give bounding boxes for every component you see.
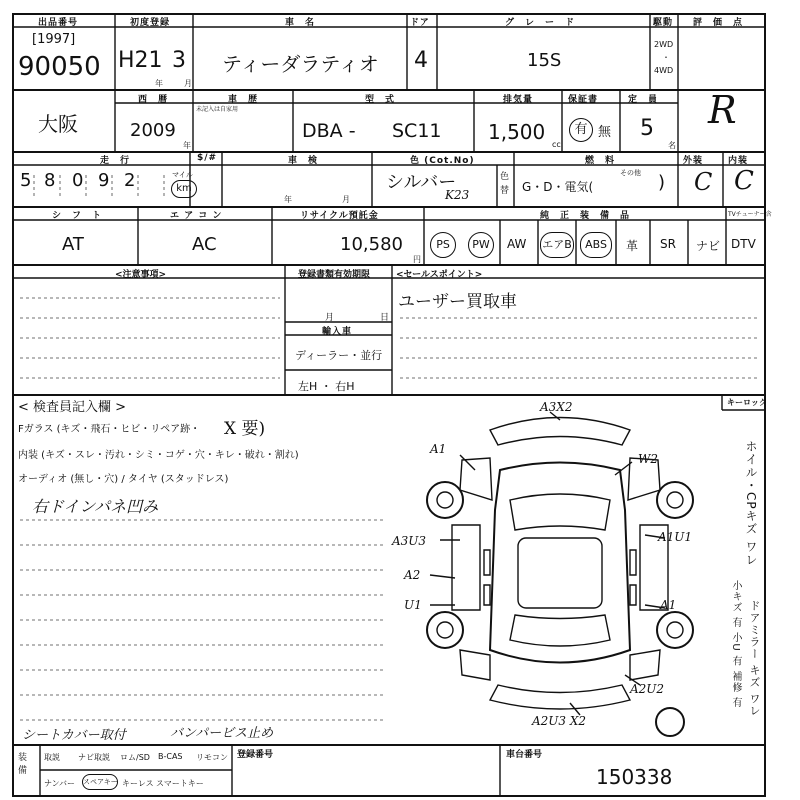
exterior-grade: C — [694, 168, 713, 196]
fuel-close: ) — [658, 172, 666, 193]
regdoc-day: 日 — [380, 313, 390, 323]
spec-label: 装備 — [18, 753, 28, 776]
shift-label: シ フ ト — [52, 211, 103, 221]
side-text-scratches: 小キズ 有 小U 有 補修 有 — [730, 580, 741, 709]
capacity-label: 定 員 — [628, 95, 659, 105]
model-code: SC11 — [392, 120, 442, 142]
km-unit: km — [171, 180, 197, 198]
reg-number-label: 登録番号 — [237, 750, 274, 760]
interior-label: 内装 — [728, 156, 749, 166]
first-registration-month: 3 — [172, 48, 186, 73]
yen-unit: 円 — [413, 255, 421, 264]
lot-number: 90050 — [18, 52, 101, 82]
dollar-label: $/# — [197, 153, 218, 163]
drive-2wd: 2WD — [654, 40, 674, 49]
capacity-unit: 名 — [668, 141, 676, 150]
score-label: 評 価 点 — [693, 18, 744, 28]
equipment-dtv: DTV — [731, 237, 756, 251]
car-diagram — [400, 400, 760, 740]
interior-condition-line: 内装 (キズ・スレ・汚れ・シミ・コゲ・穴・キレ・破れ・割れ) — [18, 450, 299, 461]
keylock-label: キーロック — [727, 398, 767, 407]
mark-left-2: A2 — [404, 568, 421, 582]
footer-smart-key: スマートキー — [156, 779, 204, 788]
audio-tire-line: オーディオ (無し・穴) / タイヤ (スタッドレス) — [18, 474, 229, 485]
month-unit: 月 — [184, 79, 192, 88]
equipment-leather: 革 — [626, 239, 639, 253]
equipment-label: 純 正 装 備 品 — [540, 211, 631, 221]
mark-front-right: W2 — [638, 452, 658, 466]
footer-rom-sd: ロム/SD — [120, 753, 150, 762]
mark-rear-right: A2U2 — [630, 682, 665, 696]
footer-bcas: B-CAS — [158, 752, 183, 761]
mark-top: A3X2 — [540, 400, 573, 414]
mileage-digit: 2 — [124, 170, 136, 191]
color-label: 色 (Cot.No) — [410, 156, 475, 166]
exterior-label: 外装 — [683, 156, 704, 166]
mileage-label: 走 行 — [100, 156, 131, 166]
model-prefix: DBA - — [302, 120, 356, 142]
mile-label: マイル — [172, 171, 193, 179]
drive-dot: ・ — [662, 53, 670, 62]
regdoc-label: 登録書類有効期限 — [298, 270, 371, 280]
ac-label: エ ア コ ン — [170, 211, 223, 221]
side-text-wheel: ホイル・CPキズ ワレ — [744, 440, 758, 567]
drive-label: 駆動 — [653, 18, 674, 28]
footer-navi-manual: ナビ取説 — [78, 753, 110, 762]
displacement-value: 1,500 — [488, 120, 546, 144]
equipment-aw: AW — [507, 237, 527, 251]
car-name-label: 車 名 — [285, 18, 316, 28]
regdoc-month: 月 — [325, 313, 335, 323]
equipment-navi: ナビ — [696, 239, 721, 253]
inspection-year-unit: 年 — [284, 195, 292, 204]
mark-left-3: U1 — [404, 598, 422, 612]
history-note: 未記入は自家用 — [196, 106, 239, 113]
seireki-value: 2009 — [130, 120, 176, 141]
caution-label: <注意事項> — [115, 270, 167, 280]
side-text-mirror: ドアミラー キズ ワレ — [748, 600, 761, 717]
seireki-label: 西 暦 — [138, 95, 169, 105]
mark-right-2: A1 — [660, 598, 677, 612]
cc-unit: cc — [552, 140, 561, 149]
drive-4wd: 4WD — [654, 66, 674, 75]
import-type: ディーラー・並行 — [295, 349, 383, 362]
region: 大阪 — [38, 112, 78, 136]
seireki-year-unit: 年 — [183, 141, 191, 150]
first-registration-label: 初度登録 — [130, 18, 171, 28]
mileage-digit: 5 — [20, 170, 32, 191]
fuel-label: 燃 料 — [585, 156, 616, 166]
bottom-note-seatcover: シートカバー取付 — [22, 728, 126, 743]
footer-keyless: キーレス — [122, 779, 154, 788]
sales-point-label: <セールスポイント> — [396, 270, 483, 280]
inspector-title: < 検査員記入欄 > — [18, 400, 127, 415]
mark-front-left: A1 — [430, 442, 447, 456]
footer-number-plate: ナンバー — [44, 779, 76, 788]
history-label: 車 歴 — [228, 95, 259, 105]
lot-number-label: 出品番号 — [38, 18, 79, 28]
equipment-pw: PW — [468, 232, 494, 258]
color-value: シルバー — [386, 172, 457, 193]
mileage-digit: 8 — [44, 170, 56, 191]
mark-rear: A2U3 X2 — [532, 714, 587, 728]
mileage-digit: 0 — [72, 170, 84, 191]
interior-grade: C — [734, 166, 754, 196]
equipment-sunroof: SR — [660, 237, 676, 251]
model-label: 型 式 — [365, 95, 396, 105]
fuel-options: G・D・電気( — [522, 180, 594, 194]
equipment-abs: ABS — [580, 232, 612, 258]
handwritten-note: 右ドインパネ凹み — [32, 497, 159, 516]
grade-label: グ レ ー ド — [505, 18, 576, 28]
tuner-label: TVチューナー含 — [728, 211, 772, 218]
import-label: 輸入車 — [322, 327, 353, 337]
year-code: [1997] — [32, 32, 76, 47]
sales-point: ユーザー買取車 — [398, 292, 517, 312]
footer-remote: リモコン — [196, 753, 228, 762]
first-registration-era: H21 — [118, 48, 163, 73]
mark-right-1: A1U1 — [658, 530, 693, 544]
doors-value: 4 — [414, 48, 428, 73]
footer-manual: 取説 — [44, 753, 60, 762]
color-change-label: 色替 — [500, 172, 510, 196]
steering-side: 左H ・ 右H — [298, 380, 355, 393]
displacement-label: 排気量 — [503, 95, 534, 105]
ac-value: AC — [192, 234, 217, 255]
bottom-note-bumper: バンパービス止め — [170, 726, 274, 741]
recycle-label: リサイクル預託金 — [300, 211, 379, 221]
inspection-label: 車 検 — [288, 156, 319, 166]
equipment-ps: PS — [430, 232, 456, 258]
capacity-value: 5 — [640, 116, 654, 141]
equipment-airbag: エアB — [540, 232, 574, 258]
car-name: ティーダラティオ — [222, 52, 379, 76]
footer-spare-key: スペアキー — [82, 774, 118, 790]
doors-label: ドア — [410, 18, 430, 28]
chassis-label: 車台番号 — [506, 750, 543, 760]
fuel-other-label: その他 — [620, 169, 641, 177]
mileage-digit: 9 — [98, 170, 110, 191]
chassis-number: 150338 — [596, 765, 673, 789]
glass-line: Fガラス (キズ・飛石・ヒビ・リペア跡・ — [18, 424, 201, 435]
shift-value: AT — [62, 234, 84, 255]
inspection-month-unit: 月 — [342, 195, 350, 204]
warranty-yes: 有 — [569, 118, 593, 142]
color-code: K23 — [445, 188, 470, 202]
score-value: R — [708, 88, 737, 132]
year-unit: 年 — [155, 79, 163, 88]
recycle-value: 10,580 — [340, 234, 403, 255]
warranty-label: 保証書 — [568, 95, 599, 105]
grade-value: 15S — [527, 50, 562, 71]
mark-left-1: A3U3 — [392, 534, 427, 548]
glass-note: X 要) — [224, 419, 266, 439]
warranty-no: 無 — [598, 125, 612, 140]
